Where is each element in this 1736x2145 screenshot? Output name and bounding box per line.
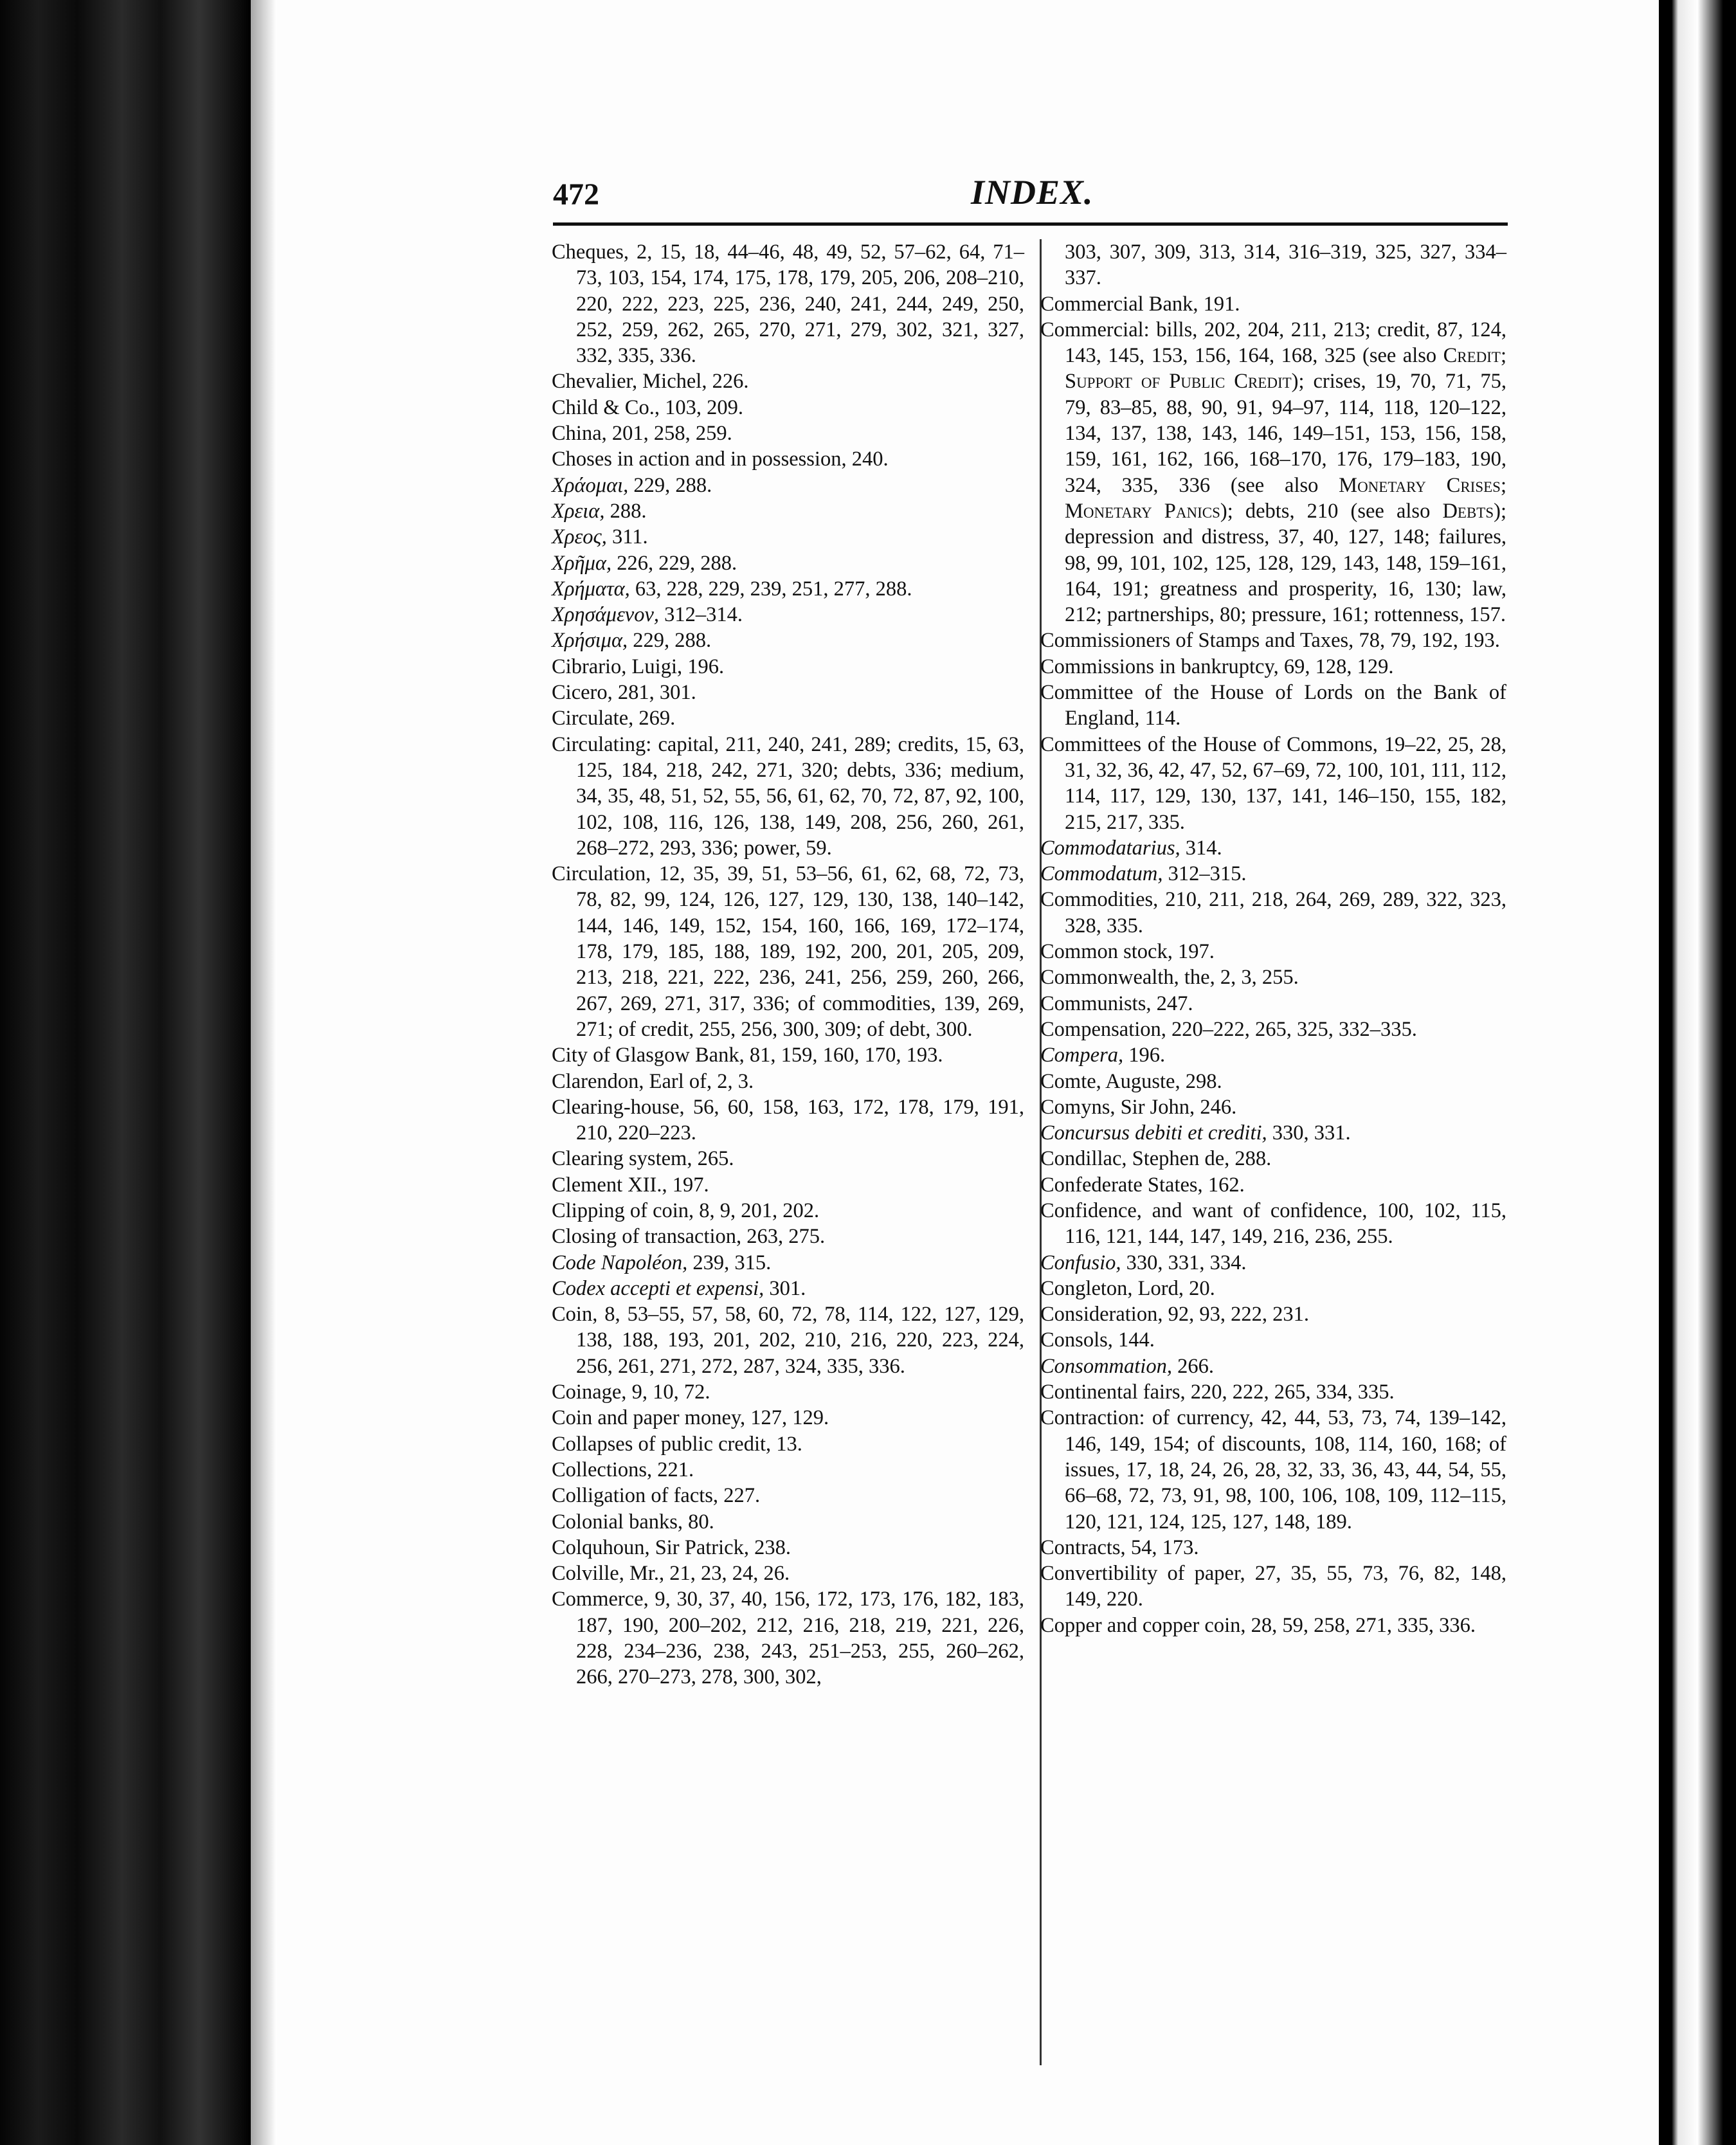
book-spine-edge <box>0 0 251 2145</box>
index-entry <box>1040 680 1506 732</box>
index-entry <box>1040 1017 1506 1042</box>
index-entry <box>552 1301 1024 1379</box>
cross-reference: Debts <box>1442 499 1494 523</box>
index-references: 9, 10, 72. <box>626 1380 710 1404</box>
index-entry <box>552 602 1024 628</box>
index-entry <box>552 1224 1024 1249</box>
index-references: 227. <box>718 1484 761 1508</box>
index-references: ); debts, 210 (see also <box>1220 499 1443 523</box>
index-entry <box>552 395 1024 421</box>
index-references: 201, 258, 259. <box>606 422 732 446</box>
index-term: Codex accepti et expensi, <box>552 1276 764 1300</box>
index-entry <box>1040 291 1506 317</box>
index-term: Consols, <box>1040 1328 1113 1352</box>
index-entry <box>552 1586 1024 1690</box>
index-term: Commercial: <box>1040 318 1150 341</box>
index-term: Communists, <box>1040 991 1152 1015</box>
index-references: 226. <box>707 370 749 394</box>
index-references: 69, 128, 129. <box>1278 655 1394 678</box>
index-entry <box>552 576 1024 602</box>
index-entry <box>552 550 1024 576</box>
index-term: Contraction: <box>1040 1406 1145 1430</box>
index-entry <box>1040 1120 1506 1146</box>
index-term: Clarendon, Earl of, <box>552 1069 712 1093</box>
index-references: 63, 228, 229, 239, 251, 277, 288. <box>629 577 912 601</box>
index-references: 265. <box>692 1147 734 1171</box>
index-term: Clement XII., <box>552 1173 667 1197</box>
page-right-edge <box>1659 0 1736 2145</box>
index-term: Cibrario, Luigi, <box>552 655 683 678</box>
index-entry <box>552 1535 1024 1561</box>
cross-reference: Credit; Support of Public Credit <box>1065 344 1506 394</box>
index-entry <box>552 732 1024 861</box>
index-references: 20. <box>1183 1276 1215 1300</box>
index-column-right <box>1040 239 1506 1638</box>
index-entry <box>1040 317 1506 628</box>
index-references: 247. <box>1151 991 1193 1015</box>
index-term: Commonwealth, the, <box>1040 966 1215 990</box>
index-references: 9, 30, 37, 40, 156, 172, 173, 176, 182, 183, 187, 190, 200–202, 212, 216, 218, 219, 221, 226, 228, 234–236, 238, 243, 251–253, 255, 260–262, 266, 270–273, 278, 300, 302, <box>576 1588 1024 1689</box>
index-entry <box>1040 964 1506 990</box>
index-references: 210, 211, 218, 264, 269, 289, 322, 323, 328, 335. <box>1065 888 1506 937</box>
index-entry <box>552 498 1024 524</box>
index-entry <box>1040 1353 1506 1379</box>
index-entry <box>1040 1561 1506 1613</box>
index-references: 330, 331, 334. <box>1121 1251 1247 1274</box>
index-term: Commercial Bank, <box>1040 292 1198 316</box>
index-references: 312–314. <box>659 603 743 627</box>
index-references: 56, 60, 158, 163, 172, 178, 179, 191, 210, 220–223. <box>576 1095 1024 1145</box>
index-references: 226, 229, 288. <box>611 551 737 575</box>
index-references: 54, 173. <box>1125 1535 1199 1559</box>
index-term: Condillac, Stephen de, <box>1040 1147 1230 1171</box>
index-term: Choses in action and in possession, <box>552 448 847 471</box>
index-term: Χρήσιμα, <box>552 629 628 653</box>
index-references: 263, 275. <box>741 1225 826 1249</box>
index-entry <box>1040 1535 1506 1561</box>
index-term: Commissions in bankruptcy, <box>1040 655 1279 678</box>
index-entry <box>1040 239 1506 291</box>
index-column-left <box>552 239 1024 1690</box>
index-references: 196. <box>1123 1044 1166 1067</box>
index-term: Commodities, <box>1040 888 1159 912</box>
index-entry <box>1040 939 1506 964</box>
index-term: Committees of the House of Commons, <box>1040 732 1378 756</box>
index-references: 314. <box>1180 836 1222 860</box>
index-term: Coinage, <box>552 1380 627 1404</box>
index-references: 221. <box>652 1458 694 1481</box>
index-entry <box>552 1042 1024 1068</box>
index-entry <box>1040 1042 1506 1068</box>
index-entry <box>1040 1250 1506 1276</box>
index-entry <box>1040 835 1506 861</box>
index-term: Common stock, <box>1040 940 1173 964</box>
index-references: 80. <box>683 1510 714 1534</box>
index-term: Clipping of coin, <box>552 1199 694 1222</box>
index-term: Χράομαι, <box>552 473 629 497</box>
index-entry <box>552 446 1024 472</box>
index-references: 162. <box>1202 1173 1245 1197</box>
index-entry <box>1040 1405 1506 1534</box>
index-references: 288. <box>1229 1147 1272 1171</box>
index-entry <box>552 680 1024 705</box>
index-term: Chevalier, Michel, <box>552 370 707 394</box>
index-term: Colligation of facts, <box>552 1484 719 1508</box>
index-references: 301. <box>764 1276 806 1300</box>
index-entry <box>1040 1379 1506 1405</box>
index-entry <box>552 1250 1024 1276</box>
index-references: 103, 209. <box>659 395 743 419</box>
index-references: 298. <box>1180 1069 1222 1093</box>
index-references: 239, 315. <box>687 1251 772 1274</box>
page-number: 472 <box>553 177 599 212</box>
index-term: Contracts, <box>1040 1535 1126 1559</box>
index-entry <box>552 1172 1024 1198</box>
index-entry <box>1040 1172 1506 1198</box>
index-entry <box>552 1094 1024 1146</box>
index-references: of currency, 42, 44, 53, 73, 74, 139–142, 146, 149, 154; of discounts, 108, 114, 160, 168; of issues, 17, 18, 24, 26, 28, 32, 33, 36, 43, 44, 54, 55, 66–68, 72, 73, 91, 98, 100, 106, 108, 109, 112–115, 120, 121, 124, 125, 127, 148, 189. <box>1065 1406 1506 1534</box>
index-term: Commodatarius, <box>1040 836 1180 860</box>
index-entry <box>1040 1069 1506 1094</box>
index-term: Circulation, <box>552 862 651 886</box>
index-term: Commodatum, <box>1040 862 1163 886</box>
index-entry <box>1040 654 1506 680</box>
index-term: Confidence, and want of confidence, <box>1040 1199 1368 1222</box>
index-entry <box>552 1509 1024 1535</box>
index-term: Commissioners of Stamps and Taxes, <box>1040 629 1354 653</box>
index-references: 246. <box>1195 1095 1237 1119</box>
index-entry <box>552 1069 1024 1094</box>
index-entry <box>552 628 1024 653</box>
index-entry <box>552 1276 1024 1301</box>
cross-reference: Monetary Crises; Monetary Panics <box>1065 473 1506 523</box>
index-entry <box>552 524 1024 550</box>
index-entry <box>1040 991 1506 1017</box>
index-references: 312–315. <box>1162 862 1247 886</box>
index-term: Concursus debiti et crediti, <box>1040 1121 1267 1145</box>
index-references: 27, 35, 55, 73, 76, 82, 148, 149, 220. <box>1065 1562 1507 1611</box>
index-term: Continental fairs, <box>1040 1380 1186 1404</box>
index-term: Committee of the House of Lords on the Bank of England, <box>1040 681 1506 730</box>
index-references: 2, 3. <box>712 1069 754 1093</box>
index-term: Comyns, Sir John, <box>1040 1095 1195 1119</box>
index-references: ); depression and distress, 37, 40, 127, 148; failures, 98, 99, 101, 102, 125, 128, 129, 143, 148, 159–161, 164, 191; greatness and prosperity, 16, 130; law, 212; partnerships, 80; pressure, 161; rottenness, 157. <box>1065 499 1506 627</box>
index-term: Convertibility of paper, <box>1040 1562 1245 1586</box>
gutter-shadow <box>251 0 276 2145</box>
index-term: Coin and paper money, <box>552 1406 746 1430</box>
index-references: 8, 9, 201, 202. <box>694 1199 820 1222</box>
index-term: Consommation, <box>1040 1354 1172 1378</box>
index-entry <box>1040 887 1506 939</box>
index-term: Confederate States, <box>1040 1173 1203 1197</box>
index-references: 28, 59, 258, 271, 335, 336. <box>1245 1613 1476 1637</box>
index-entry <box>1040 1276 1506 1301</box>
index-entry <box>552 1483 1024 1508</box>
index-references: 197. <box>667 1173 709 1197</box>
index-term: Clearing system, <box>552 1147 692 1171</box>
index-term: Collapses of public credit, <box>552 1432 772 1456</box>
index-term: Closing of transaction, <box>552 1225 742 1249</box>
index-references: 114. <box>1139 707 1181 730</box>
index-entry <box>552 1561 1024 1586</box>
index-references: 269. <box>633 707 676 730</box>
index-term: Colquhoun, Sir Patrick, <box>552 1535 749 1559</box>
index-references: 288. <box>604 499 647 523</box>
index-entry <box>1040 1327 1506 1353</box>
index-references: bills, 202, 204, 211, 213; credit, 87, 124, 143, 145, 153, 156, 164, 168, 325 (see also <box>1065 318 1506 368</box>
index-entry <box>1040 1613 1506 1638</box>
header-rule <box>553 222 1508 226</box>
index-references: 191. <box>1198 292 1240 316</box>
index-references: 240. <box>846 448 889 471</box>
index-entry <box>552 1198 1024 1224</box>
index-term: Χρεια, <box>552 499 605 523</box>
index-references: 266. <box>1171 1354 1214 1378</box>
index-references: 8, 53–55, 57, 58, 60, 72, 78, 114, 122, 127, 129, 138, 188, 193, 201, 202, 210, 216, 220, 223, 224, 256, 261, 271, 272, 287, 324, 335, 336. <box>576 1303 1024 1378</box>
index-entry <box>552 705 1024 731</box>
index-references: 78, 79, 192, 193. <box>1353 629 1500 653</box>
index-references: 197. <box>1172 940 1215 964</box>
index-references: 330, 331. <box>1267 1121 1351 1145</box>
index-references: 303, 307, 309, 313, 314, 316–319, 325, 327, 334–337. <box>1065 240 1506 290</box>
index-entry <box>552 1431 1024 1457</box>
index-term: Χρήματα, <box>552 577 630 601</box>
index-references: 127, 129. <box>745 1406 829 1430</box>
index-term: Commerce, <box>552 1588 649 1611</box>
index-term: China, <box>552 422 607 446</box>
index-entry <box>552 368 1024 394</box>
index-entry <box>1040 1198 1506 1250</box>
index-entry <box>1040 861 1506 887</box>
index-references: 19–22, 25, 28, 31, 32, 36, 42, 47, 52, 67–69, 72, 100, 101, 111, 112, 114, 117, 129, 130, 137, 141, 146–150, 155, 182, 215, 217, 335. <box>1065 732 1507 834</box>
index-entry <box>552 1405 1024 1431</box>
index-entry <box>552 861 1024 1042</box>
index-entry <box>552 1379 1024 1405</box>
index-references: 229, 288. <box>628 629 712 653</box>
index-entry <box>552 654 1024 680</box>
running-head: INDEX. <box>971 173 1094 212</box>
index-term: Circulate, <box>552 707 634 730</box>
index-references: 281, 301. <box>612 681 696 705</box>
index-references: capital, 211, 240, 241, 289; credits, 15, 63, 125, 184, 218, 242, 271, 320; debts, 336; medium, 34, 35, 48, 51, 52, 55, 56, 61, 62, 70, 72, 87, 92, 100, 102, 108, 116, 126, 138, 149, 208, 256, 260, 261, 268–272, 293, 336; power, 59. <box>576 732 1024 860</box>
index-term: Comte, Auguste, <box>1040 1069 1180 1093</box>
index-entry <box>552 1457 1024 1483</box>
index-references: 238. <box>748 1535 791 1559</box>
index-term: Circulating: <box>552 732 652 756</box>
index-entry <box>1040 1146 1506 1172</box>
index-term: Confusio, <box>1040 1251 1121 1274</box>
index-entry <box>1040 628 1506 653</box>
index-term: Cheques, <box>552 240 629 264</box>
index-term: City of Glasgow Bank, <box>552 1044 745 1067</box>
index-references: 196. <box>682 655 725 678</box>
index-term: Compensation, <box>1040 1017 1166 1041</box>
index-references: 144. <box>1112 1328 1155 1352</box>
index-entry <box>552 1146 1024 1172</box>
index-references: 229, 288. <box>628 473 712 497</box>
index-entry <box>1040 1094 1506 1120</box>
index-references: 2, 15, 18, 44–46, 48, 49, 52, 57–62, 64, 71–73, 103, 154, 174, 175, 178, 179, 205, 206, 208–210, 220, 222, 223, 225, 236, 240, 241, 244, 249, 250, 252, 259, 262, 265, 270, 271, 279, 302, 321, 327, 332, 335, 336. <box>576 240 1024 368</box>
index-term: Congleton, Lord, <box>1040 1276 1184 1300</box>
index-references: 21, 23, 24, 26. <box>664 1562 790 1586</box>
index-term: Copper and copper coin, <box>1040 1613 1246 1637</box>
index-term: Compera, <box>1040 1044 1124 1067</box>
index-term: Clearing-house, <box>552 1095 685 1119</box>
index-term: Colonial banks, <box>552 1510 683 1534</box>
index-references: ); crises, 19, 70, 71, 75, 79, 83–85, 88, 90, 91, 94–97, 114, 118, 120–122, 134, 137, 138, 143, 146, 149–151, 153, 156, 158, 159, 161, 162, 166, 168–170, 176, 179–183, 190, 324, 335, 336 (see also <box>1065 370 1507 497</box>
index-references: 311. <box>606 525 648 549</box>
index-entry <box>552 473 1024 498</box>
index-term: Χρῆμα, <box>552 551 612 575</box>
index-term: Χρησάμενον, <box>552 603 660 627</box>
index-references: 220, 222, 265, 334, 335. <box>1185 1380 1395 1404</box>
index-references: 81, 159, 160, 170, 193. <box>744 1044 943 1067</box>
index-term: Collections, <box>552 1458 653 1481</box>
index-entry <box>1040 1301 1506 1327</box>
index-term: Coin, <box>552 1303 598 1326</box>
index-entry <box>1040 732 1506 835</box>
index-references: 92, 93, 222, 231. <box>1162 1303 1309 1326</box>
index-term: Code Napoléon, <box>552 1251 688 1274</box>
index-references: 12, 35, 39, 51, 53–56, 61, 62, 68, 72, 73, 78, 82, 99, 124, 126, 127, 129, 130, 138, 140–142, 144, 146, 149, 152, 154, 160, 166, 169, 172–174, 178, 179, 185, 188, 189, 192, 200, 201, 205, 209, 213, 218, 221, 222, 236, 241, 256, 259, 260, 266, 267, 269, 271, 317, 336; of commodities, 139, 269, 271; of credit, 255, 256, 300, 309; of debt, 300. <box>576 862 1024 1041</box>
index-entry <box>552 239 1024 368</box>
index-term: Colville, Mr., <box>552 1562 665 1586</box>
index-term: Cicero, <box>552 681 613 705</box>
index-term: Χρεος, <box>552 525 607 549</box>
index-references: 2, 3, 255. <box>1215 966 1299 990</box>
index-references: 100, 102, 115, 116, 121, 144, 147, 149, 216, 236, 255. <box>1065 1199 1507 1249</box>
index-term: Consideration, <box>1040 1303 1163 1326</box>
index-references: 13. <box>771 1432 802 1456</box>
index-references: 220–222, 265, 325, 332–335. <box>1166 1017 1417 1041</box>
index-term: Child & Co., <box>552 395 660 419</box>
index-entry <box>552 421 1024 446</box>
